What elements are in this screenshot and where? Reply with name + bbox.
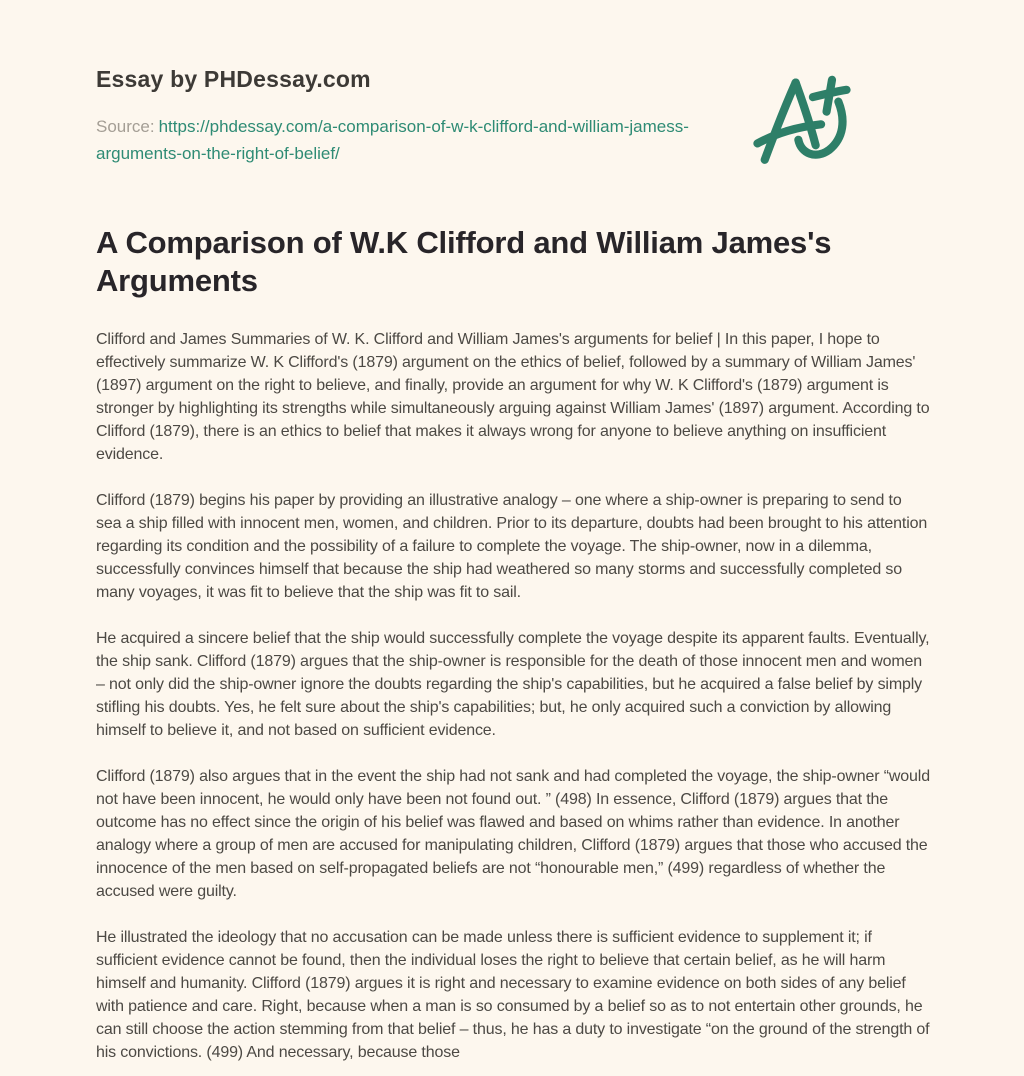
essay-title: A Comparison of W.K Clifford and William James's Arguments — [96, 225, 832, 298]
essay-paragraph-1: Clifford and James Summaries of W. K. Clifford and William James's arguments for belief | In this paper, I hope to effectively summarize W. K Clifford's (1879) argument on the ethics of belief, followed by a summary of William James' (1897) argument on the right to believe, and finally, provide an argument for why W. K Clifford's (1879) argument is stronger by highlighting its strengths while simultaneously arguing against William James' (1897) argument. According to Clifford (1879), there is an ethics to belief that makes it always wrong for anyone to believe anything on insufficient evidence. — [96, 331, 930, 463]
essay-paragraph-2: Clifford (1879) begins his paper by providing an illustrative analogy – one where a ship-owner is preparing to send to sea a ship filled with innocent men, women, and children. Prior to its departure, doubts had been brought to his attention regarding its condition and the possibility of a failure to complete the voyage. The ship-owner, now in a dilemma, successfully convinces himself that because the ship had weathered so many storms and successfully completed so many voyages, it was fit to believe that the ship was fit to sail. — [96, 492, 928, 601]
source-label: Source: — [96, 117, 155, 136]
a-plus-logo-icon — [752, 68, 852, 168]
essay-article — [96, 224, 930, 1064]
source-url-link[interactable]: https://phdessay.com/a-comparison-of-w-k-clifford-and-william-jamess-arguments-on-the-right-of-belief/ — [96, 117, 689, 163]
essay-paragraph-3: He acquired a sincere belief that the ship would successfully complete the voyage despite its apparent faults. Eventually, the ship sank. Clifford (1879) argues that the ship-owner is responsible for the death of those innocent men and women – not only did the ship-owner ignore the doubts regarding the ship's capabilities, but he acquired a false belief by simply stifling his doubts. Yes, he felt sure about the ship's capabilities; but, he only acquired such a conviction by allowing himself to believe it, and not based on sufficient evidence. — [96, 630, 930, 739]
essay-paragraph-5: He illustrated the ideology that no accusation can be made unless there is sufficient evidence to supplement it; if sufficient evidence cannot be found, then the individual loses the right to believe that certain belief, as he will harm himself and humanity. Clifford (1879) argues it is right and necessary to examine evidence on both sides of any belief with patience and care. Right, because when a man is so consumed by a belief so as to not entertain other grounds, he can still choose the action stemming from that belief – thus, he has a duty to investigate “on the ground of the strength of his convictions. (499) And necessary, because those — [96, 929, 930, 1061]
header-text-block — [96, 66, 752, 167]
page-header — [96, 66, 930, 168]
source-line — [96, 113, 752, 167]
essay-paragraph-4: Clifford (1879) also argues that in the event the ship had not sank and had completed the voyage, the ship-owner “would not have been innocent, he would only have been not found out. ” (498) In essence, Clifford (1879) argues that the outcome has no effect since the origin of his belief was flawed and based on whims rather than evidence. In another analogy where a group of men are accused for manipulating children, Clifford (1879) argues that those who accused the innocence of the men based on self-propagated beliefs are not “honourable men,” (499) regardless of whether the accused were guilty. — [96, 768, 930, 900]
byline: Essay by PHDessay.com — [96, 66, 371, 92]
